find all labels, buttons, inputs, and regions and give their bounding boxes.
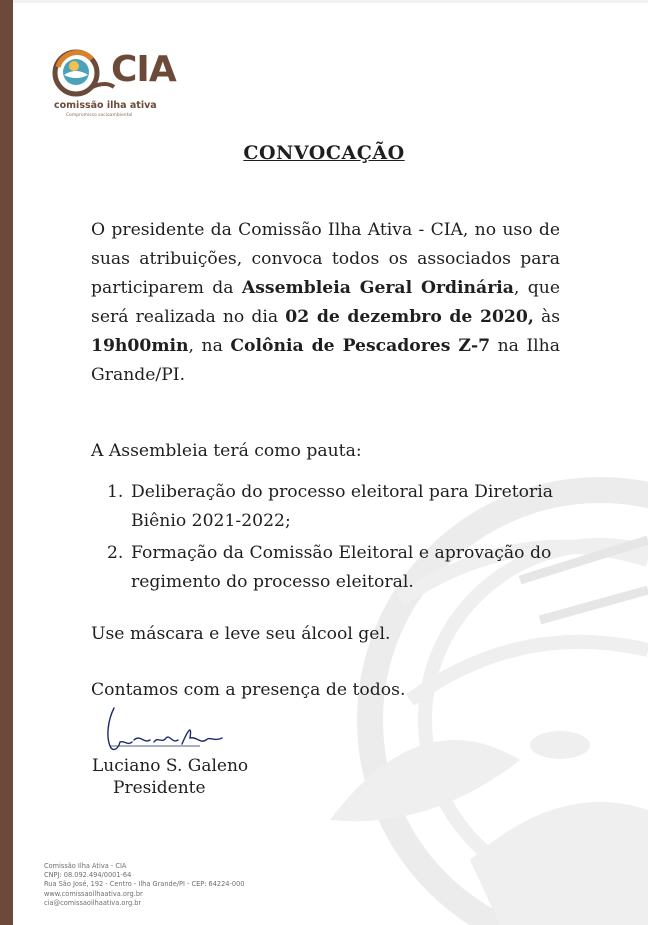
intro-text-5: na Ilha Grande/PI.: [91, 336, 560, 385]
agenda-item-number: 2.: [107, 543, 124, 563]
closing-line: Contamos com a presença de todos.: [91, 680, 406, 700]
document-title: CONVOCAÇÃO: [243, 142, 405, 164]
signer-name: Luciano S. Galeno: [92, 756, 249, 776]
footer-website: www.comissaoilhaativa.org.br: [44, 889, 143, 898]
signer-role: Presidente: [113, 778, 206, 798]
agenda-item-text: Formação da Comissão Eleitoral e aprovação do regimento do processo eleitoral.: [131, 543, 552, 592]
agenda-intro: A Assembleia terá como pauta:: [91, 441, 362, 461]
footer-email: cia@comissaoilhaativa.org.br: [44, 898, 142, 907]
meeting-location: Colônia de Pescadores Z-7: [230, 336, 491, 356]
agenda-item: [107, 539, 562, 597]
handwritten-signature: [100, 700, 230, 756]
assembly-name: Assembleia Geral Ordinária: [241, 278, 514, 298]
logo-tagline: Compromisso socioambiental: [66, 113, 133, 118]
intro-paragraph: [91, 216, 560, 390]
logo-name: comissão ilha ativa: [54, 100, 157, 111]
intro-text-2: , que será realizada no dia: [91, 278, 560, 327]
cia-logo: [52, 47, 176, 122]
agenda-item-text: Deliberação do processo eleitoral para Diretoria Biênio 2021-2022;: [131, 482, 553, 531]
footer-contact: [44, 862, 244, 908]
footer-address: Rua São José, 192 - Centro - Ilha Grande/PI - CEP: 64224-000: [44, 880, 245, 889]
agenda-item-number: 1.: [107, 482, 124, 502]
intro-text-3: às: [533, 307, 561, 327]
mask-note: Use máscara e leve seu álcool gel.: [91, 624, 391, 644]
logo-acronym: CIA: [111, 49, 176, 90]
cia-emblem-icon: [52, 47, 116, 99]
meeting-time: 19h00min: [91, 336, 189, 356]
agenda-list: [107, 478, 562, 600]
agenda-item: [107, 478, 562, 536]
meeting-date: 02 de dezembro de 2020,: [285, 307, 534, 327]
footer-org: Comissão Ilha Ativa - CIA: [44, 862, 127, 870]
intro-text-4: , na: [188, 336, 231, 356]
footer-cnpj: CNPJ: 08.092.494/0001-64: [44, 871, 132, 880]
intro-text-1: O presidente da Comissão Ilha Ativa - CIA, no uso de suas atribuições, convoca todos os associados para participarem da: [91, 220, 560, 298]
